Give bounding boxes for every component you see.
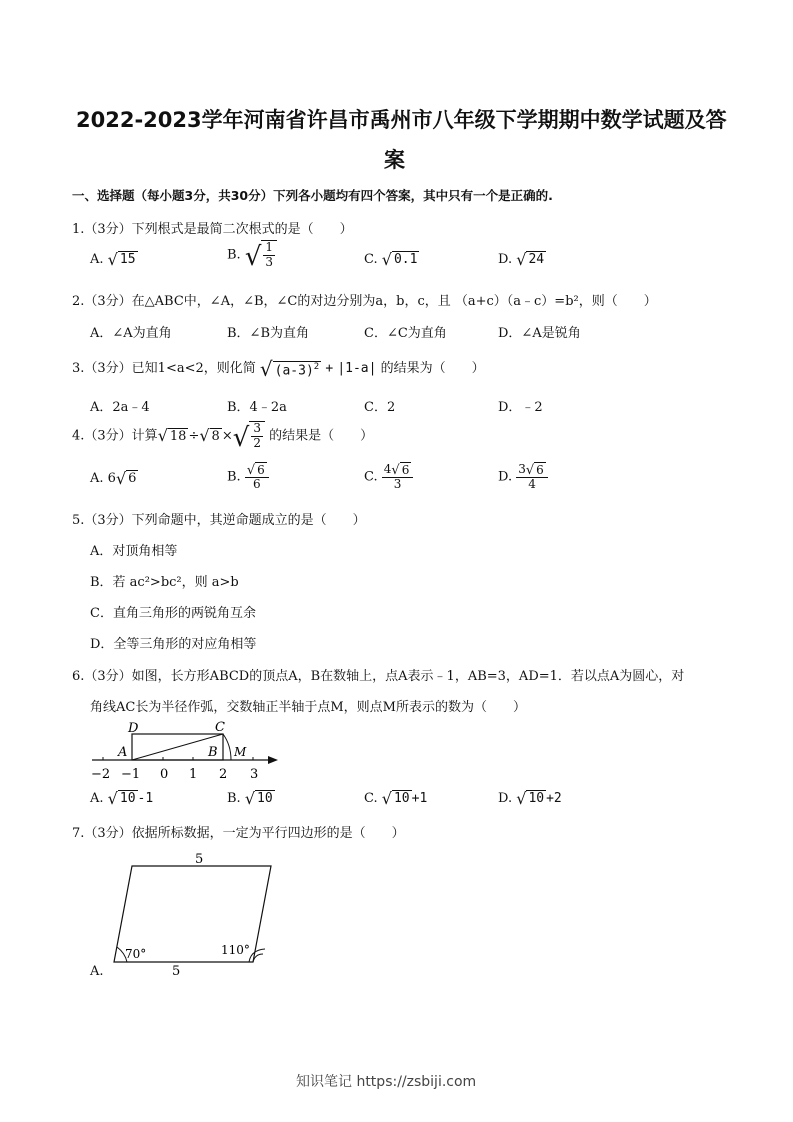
fig-label-c: C (215, 720, 225, 735)
q4-option-b: B. √ 6 6 (227, 462, 269, 492)
q1-option-d: D. √ 24 (498, 249, 545, 269)
question-5: 5.（3分）下列命题中，其逆命题成立的是（ ） (72, 513, 366, 528)
page-title-line2: 案 (384, 148, 405, 172)
q7-option-a: A. (90, 964, 104, 979)
q2-option-d: D．∠A是锐角 (498, 326, 581, 341)
q6-option-b: B. √ 10 (227, 788, 273, 808)
parallelogram-figure (105, 850, 285, 979)
question-1: 1.（3分）下列根式是最简二次根式的是（ ） (72, 222, 353, 237)
tick-label: 1 (189, 767, 198, 782)
fig-label-d: D (128, 721, 139, 736)
fig-angle-right: 110° (221, 943, 250, 957)
fig-label-b: B (208, 745, 218, 760)
fig-label-m: M (234, 745, 247, 759)
q4-option-d: D. 3 √ 6 4 (498, 462, 548, 492)
q1-option-c: C. √ 0.1 (364, 249, 418, 269)
q6-option-c: C. √ 10 +1 (364, 788, 428, 808)
footer-watermark: 知识笔记 https://zsbiji.com (296, 1074, 477, 1090)
q5-option-d: D．全等三角形的对应角相等 (90, 637, 257, 652)
q3-option-d: D．﹣2 (498, 400, 543, 415)
q1-option-a: A. √ 15 (90, 249, 136, 269)
tick-label: −1 (121, 767, 141, 782)
question-6-line1: 6.（3分）如图，长方形ABCD的顶点A，B在数轴上，点A表示﹣1，AB=3，AD=1．若以点A为圆心，对 (72, 669, 685, 684)
fig-bottom-side: 5 (172, 964, 181, 979)
q3-option-c: C．2 (364, 400, 396, 415)
q5-option-a: A．对顶角相等 (90, 544, 178, 559)
tick-label: 2 (219, 767, 228, 782)
q5-option-b: B．若 ac²>bc²，则 a>b (90, 575, 239, 590)
fig-label-a: A (118, 745, 128, 760)
q1-option-b: B. √ $\frac{1}{3}$ (227, 240, 277, 270)
q2-option-b: B．∠B为直角 (227, 326, 309, 341)
question-7: 7.（3分）依据所标数据，一定为平行四边形的是（ ） (72, 826, 405, 841)
number-line-figure (88, 718, 288, 784)
q2-option-a: A．∠A为直角 (90, 326, 172, 341)
q3-option-a: A．2a﹣4 (90, 400, 150, 415)
q4-option-c: C. 4 √ 6 3 (364, 462, 413, 492)
tick-label: −2 (91, 767, 111, 782)
q4-option-a: A. 6 √ 6 (90, 468, 137, 488)
tick-label: 0 (160, 767, 169, 782)
fig-angle-left: 70° (125, 947, 147, 961)
tick-label: 3 (250, 767, 259, 782)
section-heading: 一、选择题（每小题3分，共30分）下列各小题均有四个答案，其中只有一个是正确的. (72, 188, 553, 203)
q5-option-c: C．直角三角形的两锐角互余 (90, 606, 256, 621)
question-3: 3.（3分）已知1<a<2，则化简 √ $(a-3)^2$ + |1-a| 的结果为（ ） (72, 356, 485, 381)
q6-option-d: D. √ 10 +2 (498, 788, 562, 808)
question-6-line2: 角线AC长为半径作弧，交数轴正半轴于点M，则点M所表示的数为（ ） (90, 700, 526, 715)
question-4: 4.（3分）计算 √ 18 ÷ √ 8 × √ $\frac{3}{2}$ 的结果是（ ） (72, 421, 374, 453)
q3-option-b: B．4﹣2a (227, 400, 287, 415)
q2-option-c: C．∠C为直角 (364, 326, 447, 341)
question-2: 2.（3分）在△ABC中，∠A，∠B，∠C的对边分别为a，b，c，且 （a+c）（a﹣c）=b²，则（ ） (72, 294, 657, 309)
page-title-line1: 2022-2023学年河南省许昌市禹州市八年级下学期期中数学试题及答 (76, 108, 727, 132)
fig-top-side: 5 (195, 852, 204, 867)
q6-option-a: A. √ 10 -1 (90, 788, 154, 808)
